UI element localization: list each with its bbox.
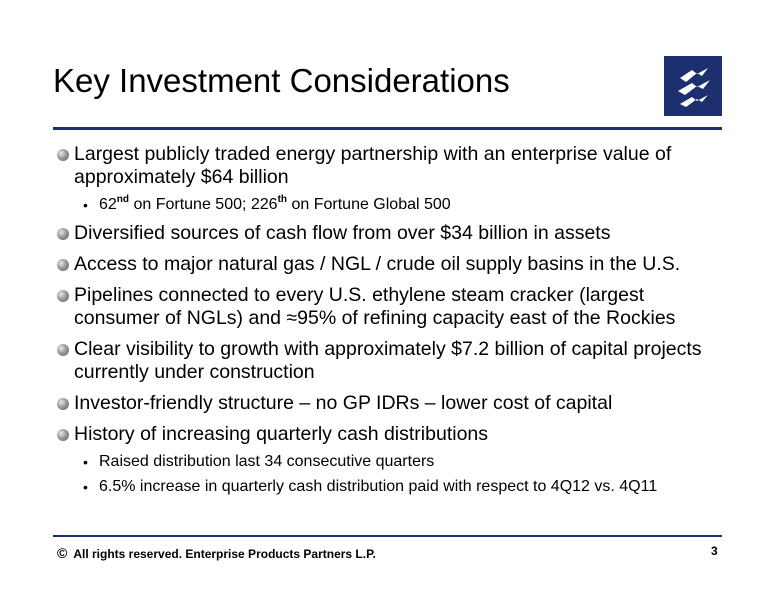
copyright-icon: © xyxy=(57,545,68,561)
list-item xyxy=(57,284,722,330)
dot-bullet-icon: • xyxy=(83,479,88,495)
sphere-bullet-icon xyxy=(57,149,69,161)
list-item xyxy=(57,143,722,189)
sub-list-item xyxy=(57,477,722,497)
bullet-text: Access to major natural gas / NGL / crude oil supply basins in the U.S. xyxy=(74,253,681,275)
bullet-text: Clear visibility to growth with approximately $7.2 billion of capital projects currently under construction xyxy=(74,338,702,383)
dot-bullet-icon: • xyxy=(83,197,88,213)
bullet-text: Largest publicly traded energy partnership with an enterprise value of approximately $64 billion xyxy=(74,143,672,188)
bullet-list xyxy=(57,143,722,504)
bullet-text: History of increasing quarterly cash distributions xyxy=(74,423,489,445)
title-divider xyxy=(53,127,722,130)
sub-bullet-text: 62nd on Fortune 500; 226th on Fortune Global 500 xyxy=(99,193,451,213)
sub-list-item xyxy=(57,452,722,472)
page-number: 3 xyxy=(711,544,718,558)
footer-divider xyxy=(53,535,722,537)
bullet-text: Pipelines connected to every U.S. ethylene steam cracker (largest consumer of NGLs) and ≈95% of refining capacity east of the Rockies xyxy=(74,284,676,329)
sphere-bullet-icon xyxy=(57,228,69,240)
list-item xyxy=(57,423,722,446)
sub-bullet-text: Raised distribution last 34 consecutive quarters xyxy=(99,453,435,470)
bullet-text: Diversified sources of cash flow from over $34 billion in assets xyxy=(74,222,611,244)
sphere-bullet-icon xyxy=(57,259,69,271)
sphere-bullet-icon xyxy=(57,344,69,356)
page-title: Key Investment Considerations xyxy=(53,62,510,99)
dot-bullet-icon: • xyxy=(83,454,88,470)
footer xyxy=(57,545,376,561)
list-item xyxy=(57,222,722,245)
sphere-bullet-icon xyxy=(57,398,69,410)
sub-list-item xyxy=(57,195,722,215)
sphere-bullet-icon xyxy=(57,429,69,441)
sub-bullet-text: 6.5% increase in quarterly cash distribution paid with respect to 4Q12 vs. 4Q11 xyxy=(99,478,658,495)
list-item xyxy=(57,253,722,276)
list-item xyxy=(57,338,722,384)
sphere-bullet-icon xyxy=(57,290,69,302)
bullet-text: Investor-friendly structure – no GP IDRs – lower cost of capital xyxy=(74,392,613,414)
enterprise-logo-icon xyxy=(664,56,722,116)
footer-text: All rights reserved. Enterprise Products Partners L.P. xyxy=(73,547,376,561)
list-item xyxy=(57,392,722,415)
